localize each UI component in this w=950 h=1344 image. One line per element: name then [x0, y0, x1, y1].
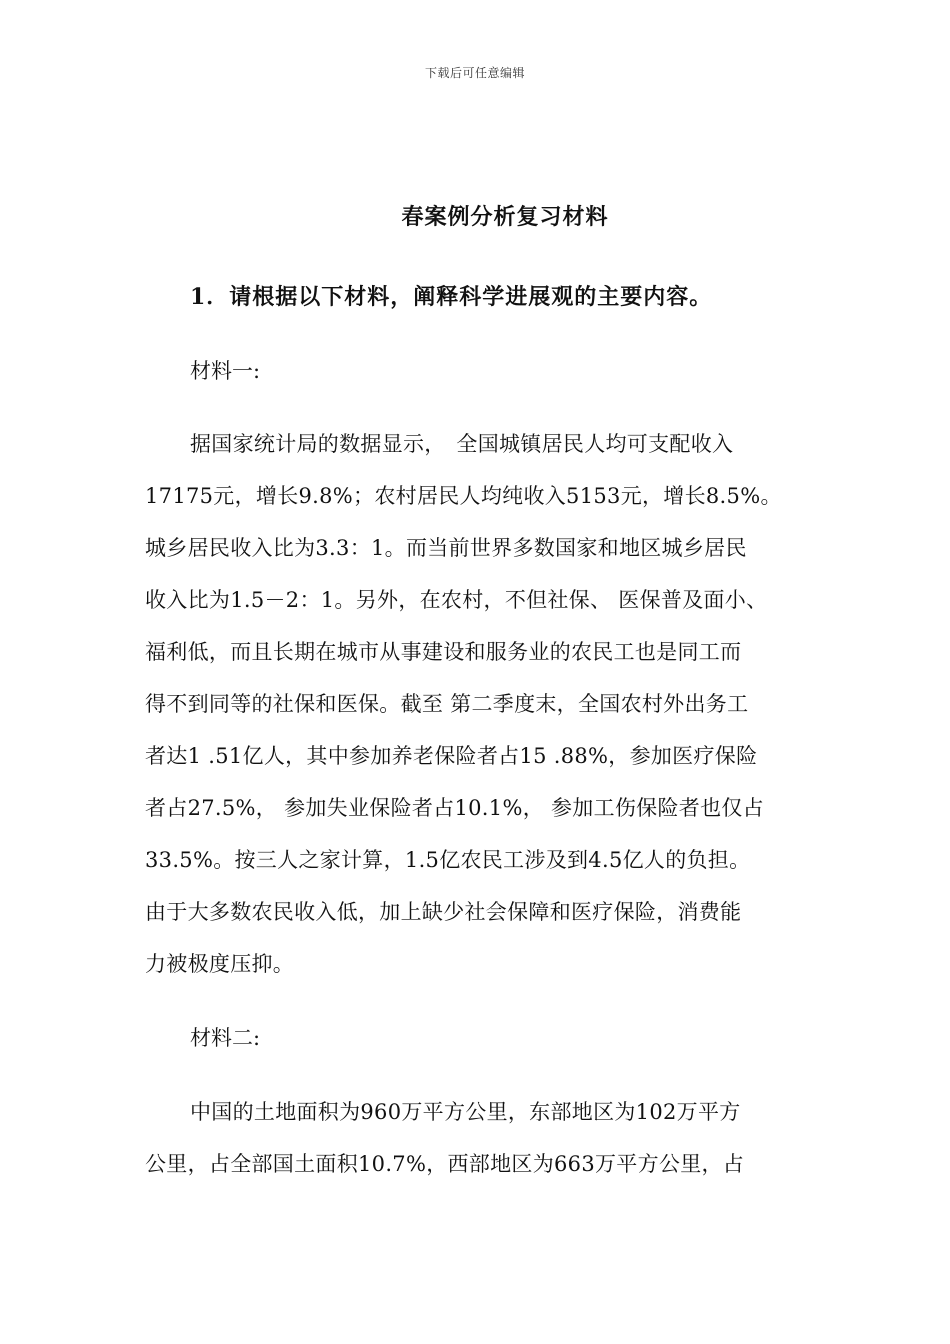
material-one-line: 得不到同等的社保和医保。截至 第二季度末，全国农村外出务工	[145, 692, 749, 716]
material-two-line: 公里，占全部国土面积10.7%，西部地区为663万平方公里，占	[145, 1152, 745, 1176]
document-title: 春案例分析复习材料	[401, 204, 609, 230]
material-one-line: 力被极度压抑。	[145, 952, 295, 976]
material-one-line: 福利低，而且长期在城市从事建设和服务业的农民工也是同工而	[145, 640, 742, 664]
material-two-label: 材料二:	[190, 1026, 261, 1050]
header-note: 下载后可任意编辑	[424, 66, 525, 80]
material-one-line: 据国家统计局的数据显示， 全国城镇居民人均可支配收入	[190, 432, 734, 456]
material-one-line: 由于大多数农民收入低，加上缺少社会保障和医疗保险，消费能	[145, 900, 742, 924]
material-one-line: 者达1 .51亿人，其中参加养老保险者占15 .88%，参加医疗保险	[145, 744, 758, 768]
material-one-line: 者占27.5%， 参加失业保险者占10.1%， 参加工伤保险者也仅占	[145, 796, 764, 820]
material-two-line: 中国的土地面积为960万平方公里，东部地区为102万平方	[190, 1100, 741, 1124]
material-one-line: 33.5%。按三人之家计算，1.5亿农民工涉及到4.5亿人的负担。	[145, 848, 751, 872]
material-one-label: 材料一:	[190, 359, 261, 383]
material-one-line: 17175元，增长9.8%；农村居民人均纯收入5153元，增长8.5%。	[145, 484, 782, 508]
question-heading: 1．请根据以下材料，阐释科学进展观的主要内容。	[190, 284, 713, 310]
material-one-line: 城乡居民收入比为3.3：1。而当前世界多数国家和地区城乡居民	[145, 536, 747, 560]
material-one-line: 收入比为1.5－2：1。另外，在农村，不但社保、 医保普及面小、	[145, 588, 768, 612]
